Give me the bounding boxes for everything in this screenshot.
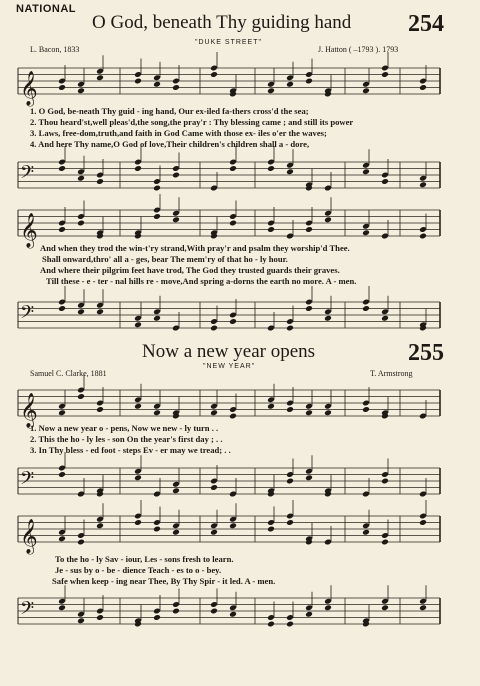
note-head xyxy=(362,229,370,236)
note-head xyxy=(229,413,237,420)
note-head xyxy=(210,484,218,491)
note-head xyxy=(286,621,294,628)
note-head xyxy=(229,165,237,172)
note-head xyxy=(286,325,294,332)
staff-treble xyxy=(0,62,480,106)
note-head xyxy=(77,175,85,182)
staff-bass xyxy=(0,296,480,336)
note-head xyxy=(267,621,275,628)
note-head xyxy=(381,604,389,611)
note-head xyxy=(267,165,275,172)
note-head xyxy=(305,305,313,312)
note-head xyxy=(419,604,427,611)
staff-bass xyxy=(0,156,480,196)
note-head xyxy=(267,526,275,533)
note-head xyxy=(286,168,294,175)
note-head xyxy=(134,403,142,410)
hymn-254-author: L. Bacon, 1833 xyxy=(30,45,80,54)
note-head xyxy=(77,308,85,315)
staff-bass xyxy=(0,462,480,502)
hymn-255-author: Samuel C. Clarke, 1881 xyxy=(30,369,107,378)
note-head xyxy=(229,220,237,227)
note-head xyxy=(58,84,66,91)
note-head xyxy=(381,539,389,546)
note-head xyxy=(324,315,332,322)
note-head xyxy=(267,226,275,233)
note-head xyxy=(134,474,142,481)
bass-clef-icon: 𝄢 xyxy=(20,302,35,328)
note-head xyxy=(210,608,218,615)
note-head xyxy=(362,168,370,175)
note-head xyxy=(419,84,427,91)
note-head xyxy=(134,321,142,328)
note-head xyxy=(305,474,313,481)
note-head xyxy=(305,78,313,85)
note-head xyxy=(267,403,275,410)
note-head xyxy=(210,325,218,332)
note-head xyxy=(267,87,275,94)
note-head xyxy=(96,178,104,185)
staff-treble xyxy=(0,384,480,428)
hymn-254-title: O God, beneath Thy guiding hand xyxy=(92,12,352,33)
treble-clef-icon: 𝄞 xyxy=(20,519,38,554)
note-head xyxy=(96,522,104,529)
bass-clef-icon: 𝄢 xyxy=(20,468,35,494)
note-head xyxy=(419,519,427,526)
note-head xyxy=(229,318,237,325)
note-head xyxy=(77,87,85,94)
note-head xyxy=(96,406,104,413)
note-head xyxy=(381,478,389,485)
note-head xyxy=(58,535,66,542)
note-head xyxy=(77,220,85,227)
note-head xyxy=(134,78,142,85)
note-head xyxy=(77,617,85,624)
note-head xyxy=(381,315,389,322)
note-head xyxy=(58,305,66,312)
hymn-255-tune: "NEW YEAR" xyxy=(203,363,256,370)
note-head xyxy=(172,172,180,179)
note-head xyxy=(96,308,104,315)
note-head xyxy=(134,165,142,172)
note-head xyxy=(419,233,427,240)
note-head xyxy=(134,519,142,526)
note-head xyxy=(96,614,104,621)
note-head xyxy=(58,409,66,416)
hymn-254-tune: "DUKE STREET" xyxy=(195,39,262,46)
staff-treble xyxy=(0,204,480,248)
note-head xyxy=(58,165,66,172)
hymn-255-number: 255 xyxy=(408,340,444,366)
note-head xyxy=(286,478,294,485)
bass-clef-icon: 𝄢 xyxy=(20,162,35,188)
hymn-254-number: 254 xyxy=(408,11,444,37)
note-head xyxy=(362,305,370,312)
staff-bass xyxy=(0,592,480,632)
note-head xyxy=(362,87,370,94)
note-head xyxy=(153,213,161,220)
note-head xyxy=(153,185,161,192)
note-head xyxy=(172,529,180,536)
note-head xyxy=(324,216,332,223)
treble-clef-icon: 𝄞 xyxy=(20,213,38,248)
hymn-255-composer: T. Armstrong xyxy=(370,369,413,378)
note-head xyxy=(324,604,332,611)
hymn-254-composer: J. Hatton ( –1793 ). 1793 xyxy=(318,45,399,54)
note-head xyxy=(153,81,161,88)
note-head xyxy=(305,409,313,416)
note-head xyxy=(286,81,294,88)
bass-clef-icon: 𝄢 xyxy=(20,598,35,624)
hymn-255-title: Now a new year opens xyxy=(142,341,316,362)
note-head xyxy=(77,393,85,400)
staff-treble xyxy=(0,510,480,554)
note-head xyxy=(77,539,85,546)
note-head xyxy=(381,178,389,185)
note-head xyxy=(286,406,294,413)
note-head xyxy=(96,74,104,81)
note-head xyxy=(172,487,180,494)
note-head xyxy=(210,409,218,416)
note-head xyxy=(58,226,66,233)
note-head xyxy=(305,226,313,233)
note-head xyxy=(153,614,161,621)
note-head xyxy=(172,84,180,91)
note-head xyxy=(324,409,332,416)
note-head xyxy=(153,409,161,416)
note-head xyxy=(172,216,180,223)
note-head xyxy=(229,522,237,529)
section-label: NATIONAL xyxy=(16,3,77,15)
note-head xyxy=(229,611,237,618)
note-head xyxy=(210,529,218,536)
note-head xyxy=(286,519,294,526)
note-head xyxy=(419,181,427,188)
note-head xyxy=(305,611,313,618)
treble-clef-icon: 𝄞 xyxy=(20,71,38,106)
note-head xyxy=(210,71,218,78)
treble-clef-icon: 𝄞 xyxy=(20,393,38,428)
note-head xyxy=(153,315,161,322)
note-head xyxy=(172,608,180,615)
note-head xyxy=(381,71,389,78)
note-head xyxy=(153,526,161,533)
note-head xyxy=(362,529,370,536)
note-head xyxy=(362,406,370,413)
note-head xyxy=(58,471,66,478)
note-head xyxy=(58,604,66,611)
